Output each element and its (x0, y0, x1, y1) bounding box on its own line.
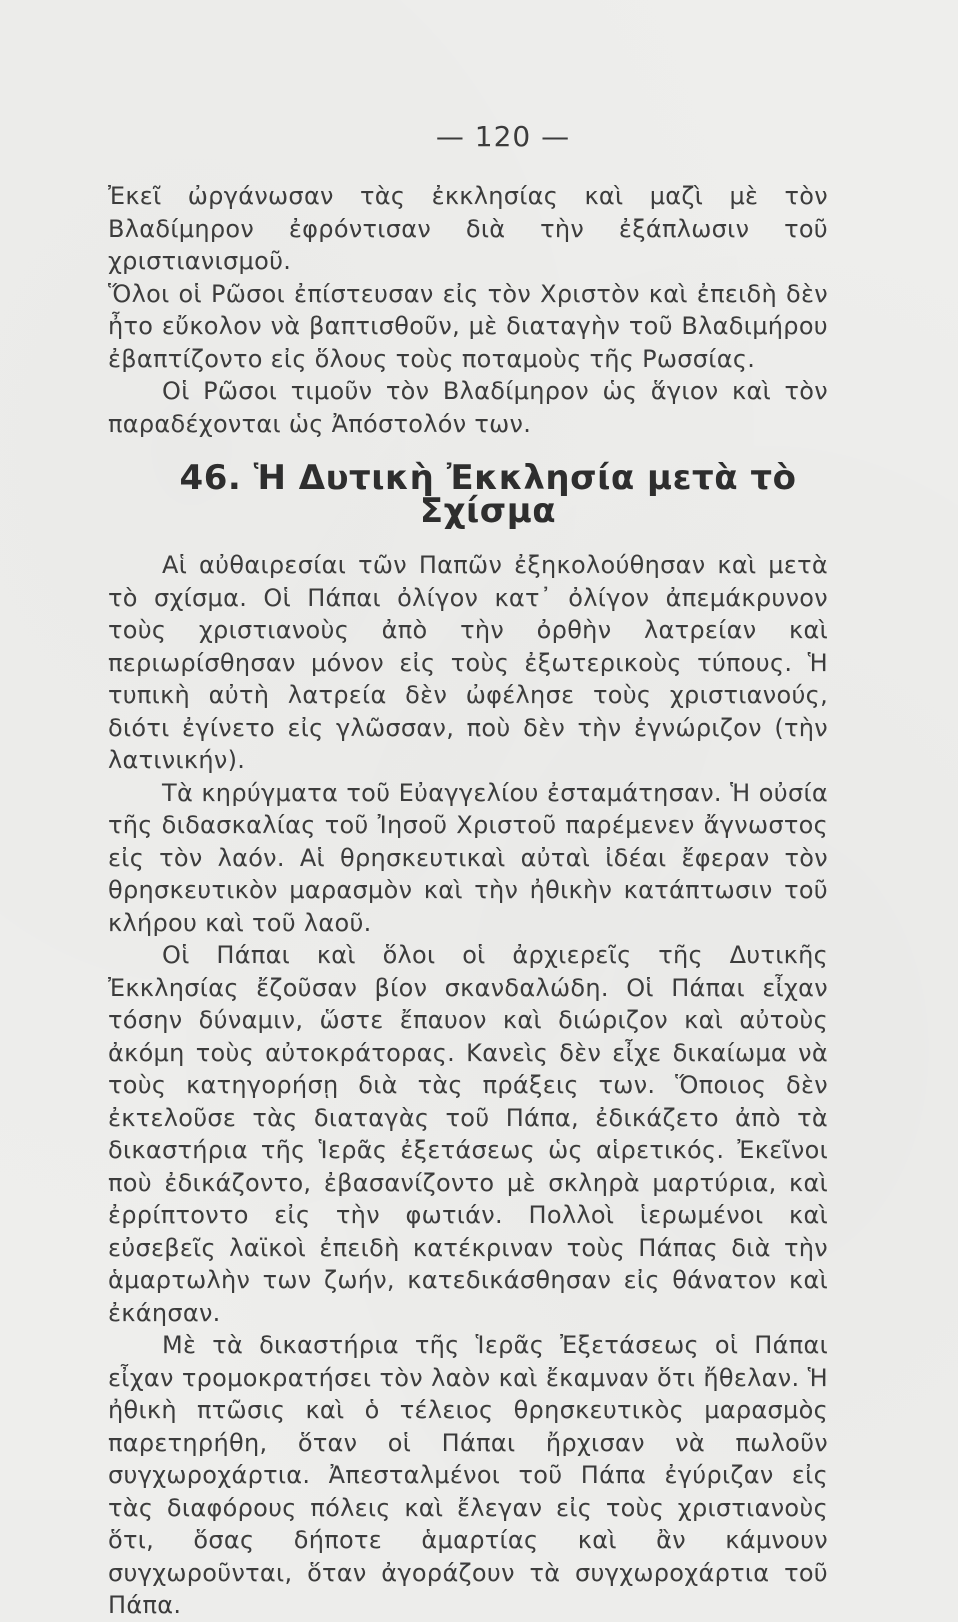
paragraph: Οἱ Πάπαι καὶ ὅλοι οἱ ἀρχιερεῖς τῆς Δυτικῆς Ἐκκλησίας ἔζοῦσαν βίον σκανδαλώδη. Οἱ Πάπαι εἶχαν τόσην δύναμιν, ὥστε ἔπαυον καὶ διώριζον καὶ αὐτοὺς ἀκόμη τοὺς αὐτοκράτορας. Κανεὶς δὲν εἶχε δικαίωμα νὰ τοὺς κατηγορήσῃ διὰ τὰς πράξεις των. Ὅποιος δὲν ἐκτελοῦσε τὰς διαταγὰς τοῦ Πάπα, ἐδικάζετο ἀπὸ τὰ δικαστήρια τῆς Ἱερᾶς ἐξετάσεως ὡς αἱρετικός. Ἐκεῖνοι ποὺ ἐδικάζοντο, ἐβασανίζοντο μὲ σκληρὰ μαρτύρια, καὶ ἐρρίπτοντο εἰς τὴν φωτιάν. Πολλοὶ ἱερωμένοι καὶ εὐσεβεῖς λαϊκοὶ ἐπειδὴ κατέκριναν τοὺς Πάπας διὰ τὴν ἁμαρτωλὴν των ζωήν, κατεδικάσθησαν εἰς θάνατον καὶ ἐκάησαν. (108, 941, 828, 1327)
body-text (108, 180, 828, 1622)
paragraph: Ἐκεῖ ὠργάνωσαν τὰς ἐκκλησίας καὶ μαζὶ μὲ τὸν Βλαδίμηρον ἐφρόντισαν διὰ τὴν ἐξάπλωσιν τοῦ χριστιανισμοῦ. (108, 182, 828, 275)
paragraph: Τὰ κηρύγματα τοῦ Εὐαγγελίου ἐσταμάτησαν. Ἡ οὐσία τῆς διδασκαλίας τοῦ Ἰησοῦ Χριστοῦ παρέμενεν ἄγνωστος εἰς τὸν λαόν. Αἱ θρησκευτικαὶ αὐταὶ ἰδέαι ἔφεραν τὸν θρησκευτικὸν μαρασμὸν καὶ τὴν ἠθικὴν κατάπτωσιν τοῦ κλήρου καὶ τοῦ λαοῦ. (108, 778, 828, 937)
paragraph: Ὅλοι οἱ Ρῶσοι ἐπίστευσαν εἰς τὸν Χριστὸν καὶ ἐπειδὴ δὲν ἦτο εὔκολον νὰ βαπτισθοῦν, μὲ διαταγὴν τοῦ Βλαδιμήρου ἐβαπτίζοντο εἰς ὅλους τοὺς ποταμοὺς τῆς Ρωσσίας. (108, 279, 828, 373)
section-heading: 46. Ἡ Δυτικὴ Ἐκκλησία μετὰ τὸ Σχίσμα (179, 458, 797, 531)
paragraph: Οἱ Ρῶσοι τιμοῦν τὸν Βλαδίμηρον ὡς ἅγιον καὶ τὸν παραδέχονται ὡς Ἀπόστολόν των. (108, 377, 828, 438)
paragraph: Μὲ τὰ δικαστήρια τῆς Ἱερᾶς Ἐξετάσεως οἱ Πάπαι εἶχαν τρομοκρατήσει τὸν λαὸν καὶ ἔκαμναν ὅτι ἤθελαν. Ἡ ἠθικὴ πτῶσις καὶ ὁ τέλειος θρησκευτικὸς μαρασμὸς παρετηρήθη, ὅταν οἱ Πάπαι ἤρχισαν νὰ πωλοῦν συγχωροχάρτια. Ἀπεσταλμένοι τοῦ Πάπα ἐγύριζαν εἰς τὰς διαφόρους πόλεις καὶ ἔλεγαν εἰς τοὺς χριστιανοὺς ὅτι, ὅσας δήποτε ἁμαρτίας καὶ ἂν κάμνουν συγχωροῦνται, ὅταν ἀγοράζουν τὰ συγχωροχάρτια τοῦ Πάπα. (108, 1331, 828, 1619)
page-number: — 120 — (435, 120, 571, 153)
paragraph: Αἱ αὐθαιρεσίαι τῶν Παπῶν ἐξηκολούθησαν καὶ μετὰ τὸ σχίσμα. Οἱ Πάπαι ὀλίγον κατ᾿ ὀλίγον ἀπεμάκρυνον τοὺς χριστιανοὺς ἀπὸ τὴν ὀρθὴν λατρείαν καὶ περιωρίσθησαν μόνον εἰς τοὺς ἐξωτερικοὺς τύπους. Ἡ τυπικὴ αὐτὴ λατρεία δὲν ὠφέλησε τοὺς χριστιανούς, διότι ἐγίνετο εἰς γλῶσσαν, ποὺ δὲν τὴν ἐγνώριζον (τὴν λατινικήν). (108, 551, 828, 774)
